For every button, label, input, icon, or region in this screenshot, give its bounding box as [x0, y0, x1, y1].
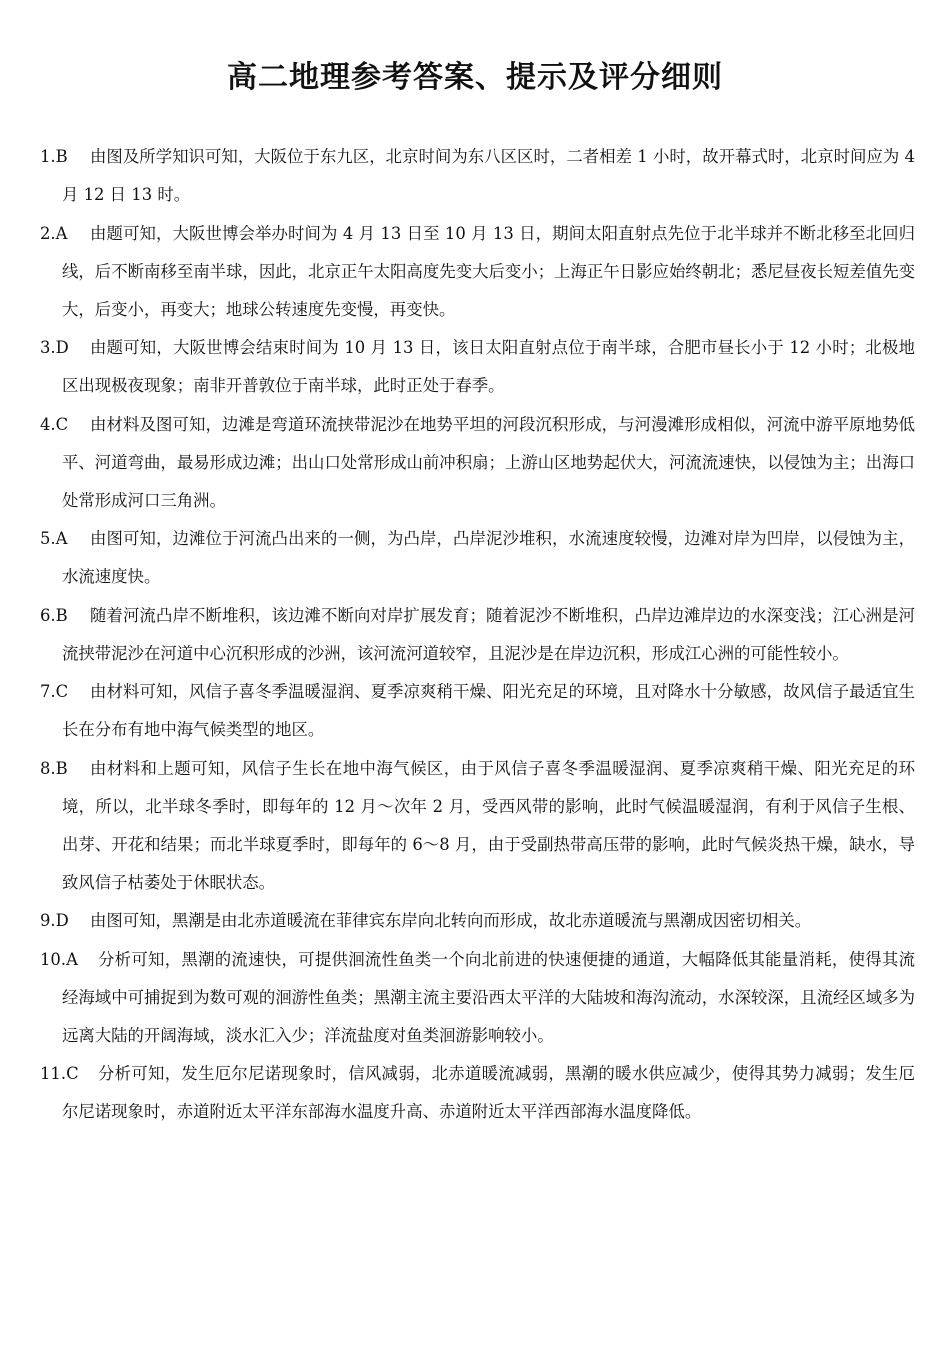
answer-item-3 [40, 329, 915, 405]
answer-explanation: 随着河流凸岸不断堆积，该边滩不断向对岸扩展发育；随着泥沙不断堆积，凸岸边滩岸边的水深变浅；江心洲是河流挟带泥沙在河道中心沉积形成的沙洲，该河流河道较窄，且泥沙是在岸边沉积，形成江心洲的可能性较小。 [62, 605, 915, 663]
answer-item-9 [40, 902, 915, 940]
answer-item-8 [40, 750, 915, 902]
answer-number: 10.A [40, 949, 78, 969]
answer-explanation: 由题可知，大阪世博会举办时间为 4 月 13 日至 10 月 13 日，期间太阳直射点先位于北半球并不断北移至北回归线，后不断南移至南半球，因此，北京正午太阳高度先变大后变小；上海正午日影应始终朝北；悉尼昼夜长短差值先变大，后变小，再变大；地球公转速度先变慢，再变快。 [62, 223, 915, 319]
answer-explanation: 由图及所学知识可知，大阪位于东九区，北京时间为东八区区时，二者相差 1 小时，故开幕式时，北京时间应为 4 月 12 日 13 时。 [62, 147, 915, 204]
answer-number: 1.B [40, 147, 68, 166]
answer-item-10 [40, 941, 915, 1055]
answer-number: 2.A [40, 223, 68, 243]
answer-explanation: 由材料和上题可知，风信子生长在地中海气候区，由于风信子喜冬季温暖湿润、夏季凉爽稍干燥、阳光充足的环境，所以，北半球冬季时，即每年的 12 月～次年 2 月，受西风带的影响，此时气候温暖湿润，有利于风信子生根、出芽、开花和结果；而北半球夏季时，即每年的 6～8 月，由于受副热带高压带的影响，此时气候炎热干燥，缺水，导致风信子枯萎处于休眠状态。 [62, 758, 915, 892]
answer-number: 8.B [40, 758, 68, 778]
answer-number: 3.D [40, 338, 69, 357]
answer-explanation: 由材料及图可知，边滩是弯道环流挟带泥沙在地势平坦的河段沉积形成，与河漫滩形成相似，河流中游平原地势低平、河道弯曲，最易形成边滩；出山口处常形成山前冲积扇；上游山区地势起伏大，河流流速快，以侵蚀为主；出海口处常形成河口三角洲。 [62, 414, 915, 510]
answer-number: 6.B [40, 605, 68, 625]
answer-explanation: 分析可知，黑潮的流速快，可提供洄流性鱼类一个向北前进的快速便捷的通道，大幅降低其能量消耗，使得其流经海域中可捕捉到为数可观的洄游性鱼类；黑潮主流主要沿西太平洋的大陆坡和海沟流动，水深较深，且流经区域多为远离大陆的开阔海域，淡水汇入少；洋流盐度对鱼类洄游影响较小。 [62, 949, 915, 1045]
answer-explanation: 由题可知，大阪世博会结束时间为 10 月 13 日，该日太阳直射点位于南半球，合肥市昼长小于 12 小时；北极地区出现极夜现象；南非开普敦位于南半球，此时正处于春季。 [62, 338, 915, 395]
answer-item-4 [40, 406, 915, 520]
answer-number: 5.A [40, 529, 68, 548]
page-title: 高二地理参考答案、提示及评分细则 [227, 60, 723, 95]
answer-number: 4.C [40, 414, 69, 434]
answer-item-1 [40, 138, 915, 214]
answer-item-11 [40, 1055, 915, 1131]
answer-item-5 [40, 520, 915, 596]
answer-list [40, 138, 915, 1132]
answer-number: 11.C [40, 1064, 79, 1083]
answer-explanation: 分析可知，发生厄尔尼诺现象时，信风减弱，北赤道暖流减弱，黑潮的暖水供应减少，使得其势力减弱；发生厄尔尼诺现象时，赤道附近太平洋东部海水温度升高、赤道附近太平洋西部海水温度降低。 [62, 1064, 915, 1121]
answer-explanation: 由图可知，黑潮是由北赤道暖流在菲律宾东岸向北转向而形成，故北赤道暖流与黑潮成因密切相关。 [90, 911, 812, 930]
answer-item-6 [40, 597, 915, 673]
answer-number: 7.C [40, 682, 69, 701]
answer-number: 9.D [40, 911, 69, 930]
answer-explanation: 由材料可知，风信子喜冬季温暖湿润、夏季凉爽稍干燥、阳光充足的环境，且对降水十分敏感，故风信子最适宜生长在分布有地中海气候类型的地区。 [62, 682, 915, 739]
answer-item-2 [40, 215, 915, 329]
answer-explanation: 由图可知，边滩位于河流凸出来的一侧，为凸岸，凸岸泥沙堆积，水流速度较慢，边滩对岸为凹岸，以侵蚀为主，水流速度快。 [62, 529, 915, 586]
answer-item-7 [40, 673, 915, 749]
